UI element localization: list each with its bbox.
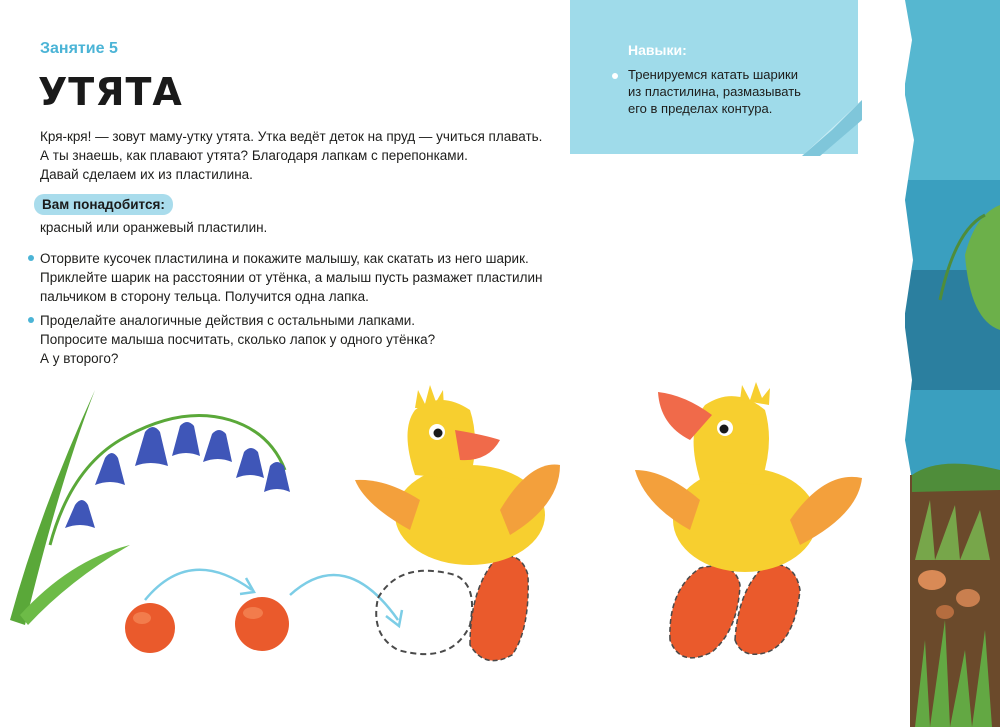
page-title: УТЯТА — [38, 70, 183, 114]
bluebell-illustration — [10, 390, 290, 625]
step-line: Оторвите кусочек пластилина и покажите малышу, как скатать из него шарик. — [40, 251, 529, 266]
step-line: Проделайте аналогичные действия с остальными лапками. — [40, 313, 416, 328]
plasticine-ball-illustration — [125, 597, 289, 653]
lesson-number: Занятие 5 — [40, 40, 118, 57]
materials-text: красный или оранжевый пластилин. — [40, 220, 268, 235]
intro-line: Кря-кря! — зовут маму-утку утята. Утка ведёт деток на пруд — учиться плавать. — [40, 129, 543, 144]
intro-line: А ты знаешь, как плавают утята? Благодаря лапкам с перепонками. — [40, 148, 468, 163]
skills-title: Навыки: — [628, 42, 687, 58]
skills-line: из пластилина, размазывать — [628, 84, 801, 99]
intro-line: Давай сделаем их из пластилина. — [40, 167, 253, 182]
step-line: Попросите малыша посчитать, сколько лапок у одного утёнка? — [40, 332, 436, 347]
pond-illustration — [904, 0, 1000, 727]
duckling-illustration-right — [635, 382, 862, 658]
duckling-illustration-left — [355, 385, 560, 661]
step-line: пальчиком в сторону тельца. Получится одна лапка. — [40, 289, 369, 304]
step-line: А у второго? — [40, 351, 119, 366]
materials-label: Вам понадобится: — [34, 194, 173, 215]
skills-line: Тренируемся катать шарики — [628, 67, 798, 82]
step-line: Приклейте шарик на расстоянии от утёнка, а малыш пусть размажет пластилин — [40, 270, 543, 285]
skills-line: его в пределах контура. — [628, 101, 773, 116]
